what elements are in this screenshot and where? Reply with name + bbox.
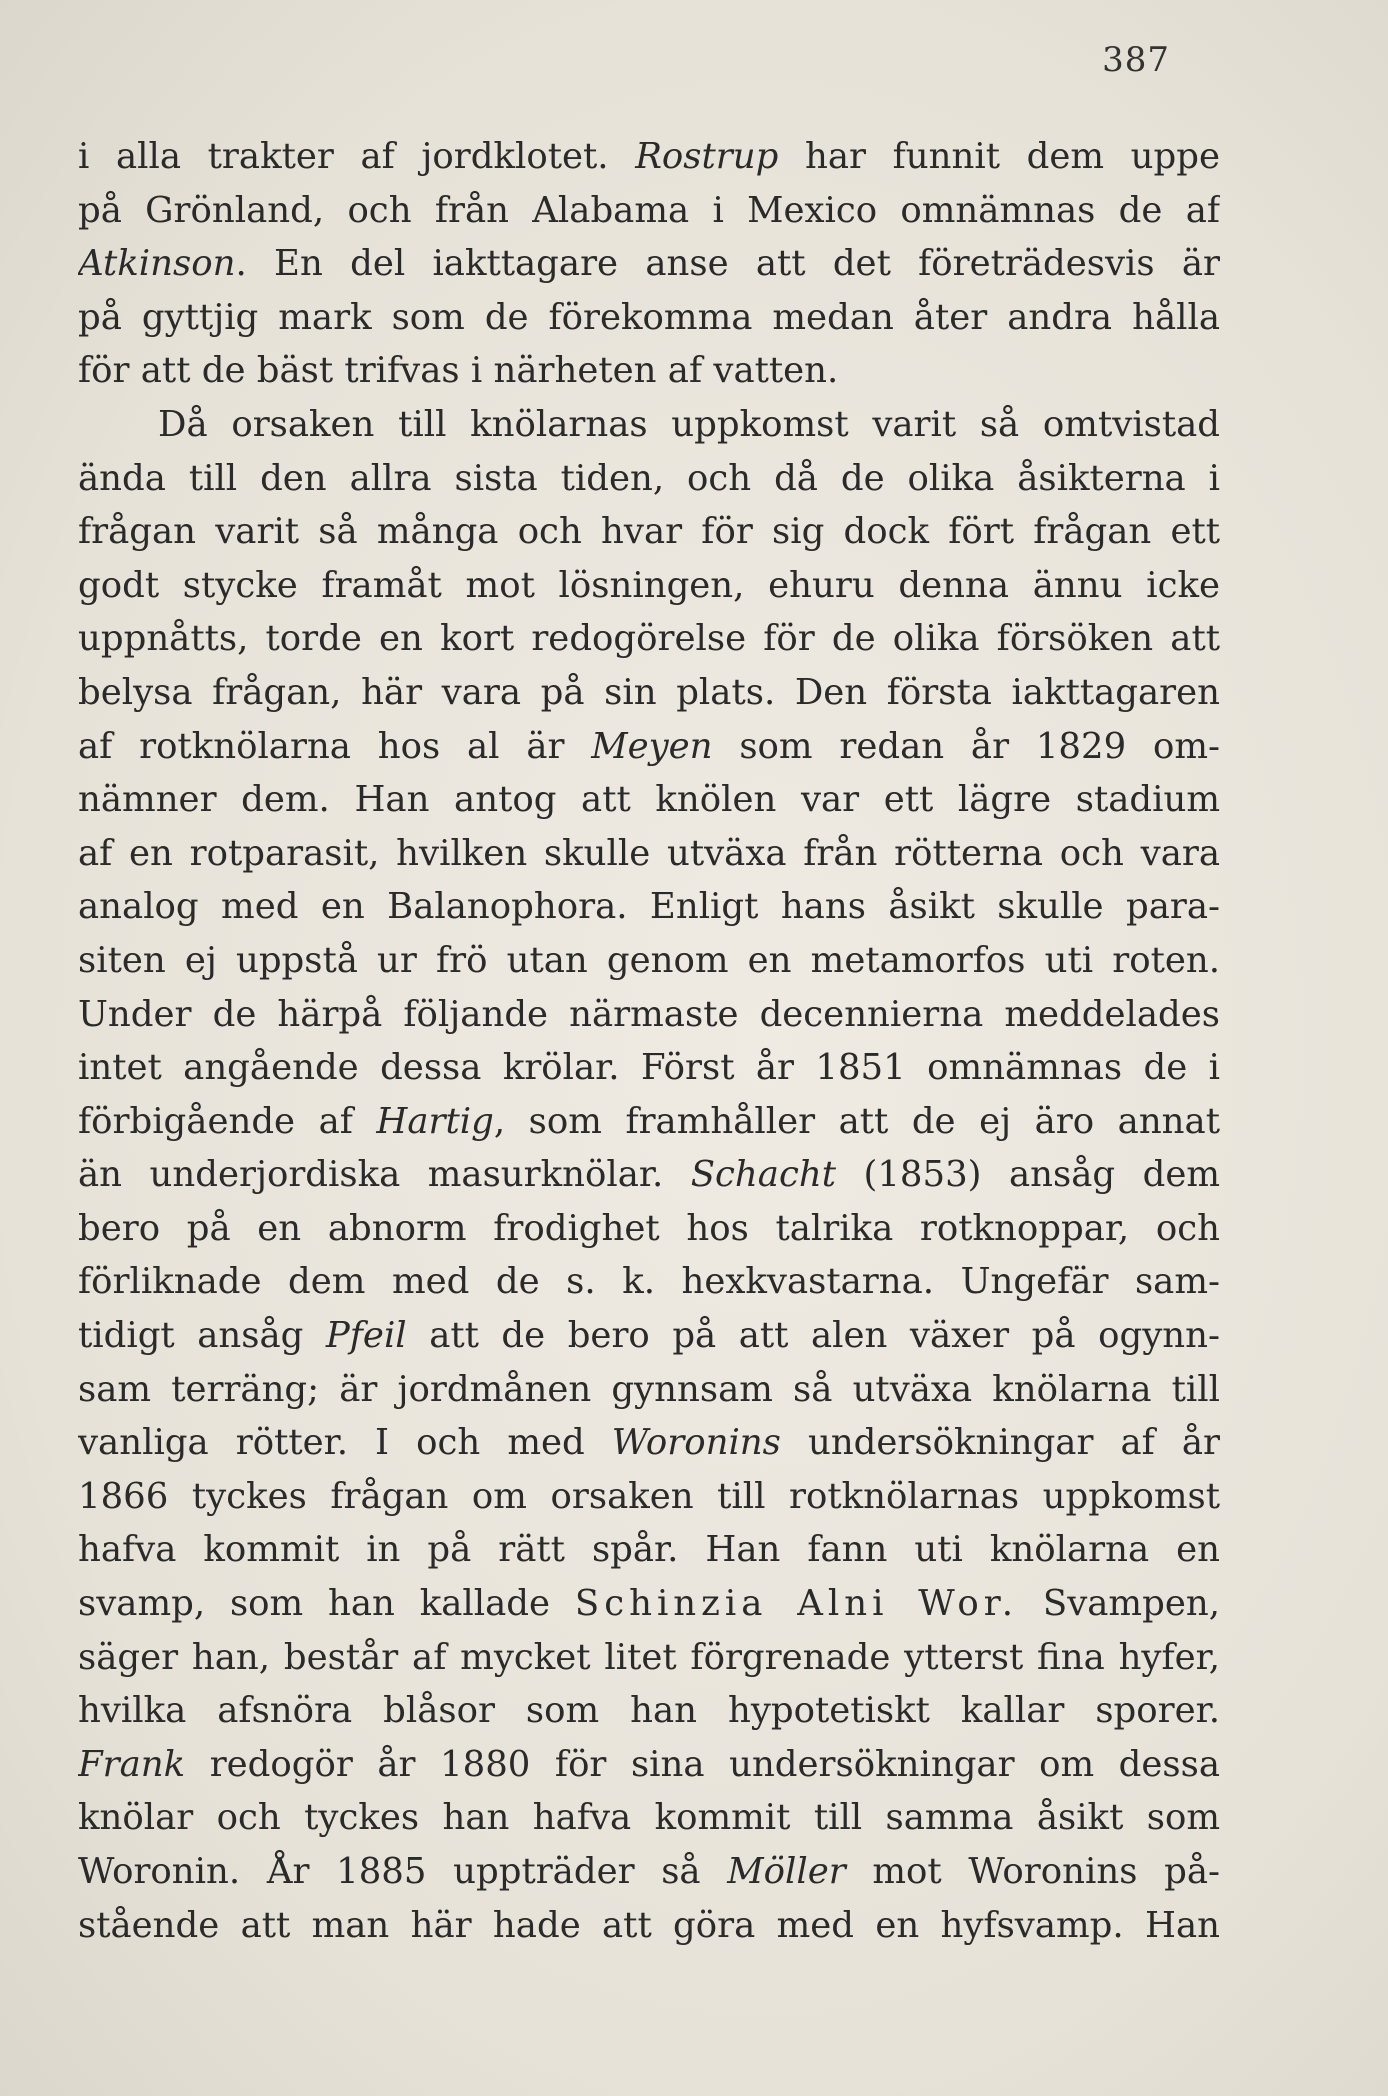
text-line [78,934,1220,988]
author-name: Schacht [690,1154,836,1196]
line-text-continued: att de bero på att alen växer på ogynn- [406,1315,1220,1357]
line-text: för att de bäst trifvas i närheten af vatten. [78,350,839,392]
text-line [78,1041,1220,1095]
text-line [78,130,1220,184]
text-line [78,1470,1220,1524]
line-text: belysa frågan, här vara på sin plats. Den första iakttagaren [78,671,1220,713]
line-text: stående att man här hade att göra med en hyfsvamp. Han [78,1904,1220,1946]
line-text: bero på en abnorm frodighet hos talrika rotknoppar, och [78,1207,1220,1249]
line-text: hvilka afsnöra blåsor som han hypotetiskt kallar sporer. [78,1690,1220,1732]
line-text: godt stycke framåt mot lösningen, ehuru denna ännu icke [78,564,1220,606]
text-line [78,291,1220,345]
author-name: Atkinson [78,243,236,285]
line-text-continued: (1853) ansåg dem [835,1154,1220,1196]
text-line [78,1845,1220,1899]
line-text: än underjordiska masurknölar. [78,1154,691,1196]
line-text-continued: mot Woronins på- [845,1851,1220,1892]
line-text: frågan varit så många och hvar för sig dock fört frågan ett [78,511,1220,553]
text-line [78,1255,1220,1309]
line-text: ända till den allra sista tiden, och då de olika åsikterna i [78,457,1220,499]
text-line [78,452,1220,506]
line-text-continued: har funnit dem uppe [778,136,1220,177]
line-text: Då orsaken till knölarnas uppkomst varit så omtvistad [158,403,1220,445]
line-text: 1866 tyckes frågan om orsaken till rotknölarnas uppkomst [78,1475,1220,1517]
text-line [78,559,1220,613]
text-line [78,666,1220,720]
text-line [78,398,1220,452]
text-line [78,988,1220,1042]
line-text: på Grönland, och från Alabama i Mexico omnämnas de af [78,189,1220,231]
line-text: Under de härpå följande närmaste decennierna meddelades [78,993,1220,1035]
line-text-continued: som redan år 1829 om- [712,725,1220,767]
text-line [78,1523,1220,1577]
line-text: analog med en Balanophora. Enligt hans åsikt skulle para- [78,886,1220,928]
line-text: siten ej uppstå ur frö utan genom en metamorfos uti roten. [78,939,1220,981]
line-text-continued: undersökningar af år [780,1422,1220,1464]
text-line [78,1684,1220,1738]
line-text: säger han, består af mycket litet förgrenade ytterst fina hyfer, [78,1636,1220,1678]
text-line [78,1791,1220,1845]
line-text: i alla trakter af jordklotet. [78,136,636,177]
line-text-continued: , som framhåller att de ej äro annat [493,1100,1220,1142]
text-line [78,773,1220,827]
text-line [78,184,1220,238]
text-line [78,1577,1220,1631]
line-text-continued: redogör år 1880 för sina undersökningar om dessa [185,1743,1220,1785]
text-line [78,880,1220,934]
text-line [78,827,1220,881]
text-line [78,1899,1220,1953]
text-line [78,1416,1220,1470]
text-line [78,1363,1220,1417]
text-line [78,1202,1220,1256]
author-name: Meyen [591,725,713,767]
species-name: Schinzia Alni Wor. [574,1583,1019,1625]
page-number: 387 [1102,40,1170,80]
text-line [78,1738,1220,1792]
line-text: uppnåtts, torde en kort redogörelse för de olika försöken att [78,618,1220,660]
line-text-continued: Svampen, [1018,1583,1220,1625]
text-line [78,612,1220,666]
line-text: af en rotparasit, hvilken skulle utväxa från rötterna och vara [78,832,1220,874]
text-line [78,344,1220,398]
text-line [78,1631,1220,1685]
line-text: vanliga rötter. I och med [78,1422,612,1464]
text-line [78,1148,1220,1202]
line-text: förbigående af [78,1100,377,1142]
line-text: af rotknölarna hos al är [78,725,592,767]
author-name: Frank [78,1743,186,1785]
line-text: på gyttjig mark som de förekomma medan åter andra hålla [78,296,1220,338]
author-name: Rostrup [635,136,779,177]
author-name: Woronins [611,1422,781,1464]
line-text: nämner dem. Han antog att knölen var ett lägre stadium [78,779,1220,821]
text-line [78,1095,1220,1149]
line-text: hafva kommit in på rätt spår. Han fann uti knölarna en [78,1529,1220,1571]
line-text: Woronin. År 1885 uppträder så [78,1851,728,1892]
author-name: Hartig [376,1100,494,1142]
line-text: förliknade dem med de s. k. hexkvastarna. Ungefär sam- [78,1261,1220,1303]
line-text: svamp, som han kallade [78,1583,575,1625]
body-text [78,130,1220,1952]
text-line [78,1309,1220,1363]
line-text: sam terräng; är jordmånen gynnsam så utväxa knölarna till [78,1368,1220,1410]
line-text: intet angående dessa krölar. Först år 1851 omnämnas de i [78,1047,1220,1089]
author-name: Pfeil [325,1315,407,1357]
text-line [78,720,1220,774]
line-text: knölar och tyckes han hafva kommit till samma åsikt som [78,1797,1220,1839]
line-text-continued: . En del iakttagare anse att det företrädesvis är [235,243,1220,285]
text-line [78,237,1220,291]
author-name: Möller [727,1851,846,1892]
line-text: tidigt ansåg [78,1315,326,1357]
text-line [78,505,1220,559]
